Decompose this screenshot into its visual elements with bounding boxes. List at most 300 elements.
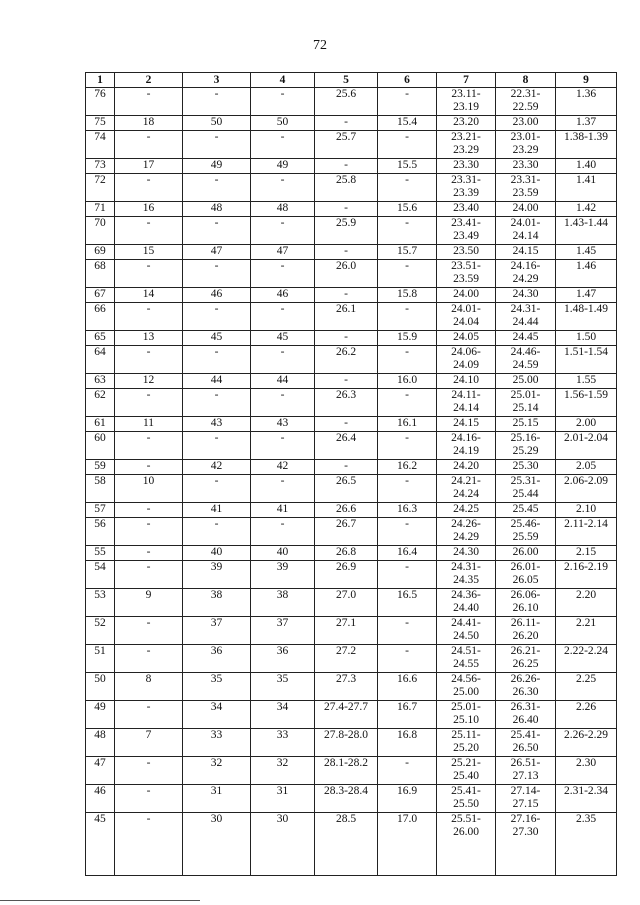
table-cell: 38 <box>183 589 251 617</box>
table-cell: 23.31- 23.59 <box>496 174 556 202</box>
table-cell: 24.56- 25.00 <box>437 673 496 701</box>
table-cell: 24.05 <box>437 331 496 346</box>
column-header: 2 <box>115 73 183 88</box>
table-cell: - <box>115 785 183 813</box>
table-cell: 73 <box>86 159 115 174</box>
table-row <box>86 729 617 757</box>
table-cell: 63 <box>86 374 115 389</box>
table-cell: 66 <box>86 303 115 331</box>
table-cell: 23.20 <box>437 116 496 131</box>
table-cell: - <box>115 88 183 116</box>
table-cell: - <box>115 174 183 202</box>
table-cell: 16.0 <box>378 374 437 389</box>
table-cell: 24.45 <box>496 331 556 346</box>
table-cell: 2.26-2.29 <box>556 729 617 757</box>
table-cell: - <box>378 389 437 417</box>
table-cell: 46 <box>251 288 315 303</box>
table-cell: 42 <box>183 460 251 475</box>
table-cell: 24.26- 24.29 <box>437 518 496 546</box>
table-cell: 24.31- 24.44 <box>496 303 556 331</box>
table-cell: 1.46 <box>556 260 617 288</box>
table-cell: 50 <box>86 673 115 701</box>
table-cell: 28.1-28.2 <box>315 757 378 785</box>
table-cell: 64 <box>86 346 115 374</box>
table-cell: 17.0 <box>378 813 437 876</box>
table-cell: 25.45 <box>496 503 556 518</box>
column-header: 6 <box>378 73 437 88</box>
table-cell: - <box>115 303 183 331</box>
table-cell: - <box>115 503 183 518</box>
table-cell: 23.30 <box>496 159 556 174</box>
table-cell: 60 <box>86 432 115 460</box>
table-row <box>86 589 617 617</box>
table-row <box>86 303 617 331</box>
table-cell: 12 <box>115 374 183 389</box>
table-cell: - <box>115 260 183 288</box>
table-row <box>86 159 617 174</box>
table-cell: - <box>183 389 251 417</box>
table-body <box>86 88 617 876</box>
table-cell: - <box>378 131 437 159</box>
table-cell: 1.38-1.39 <box>556 131 617 159</box>
table-cell: 45 <box>183 331 251 346</box>
table-cell: 24.41- 24.50 <box>437 617 496 645</box>
table-cell: 22.31- 22.59 <box>496 88 556 116</box>
table-cell: - <box>115 432 183 460</box>
table-row <box>86 518 617 546</box>
table-cell: - <box>378 645 437 673</box>
table-cell: 47 <box>86 757 115 785</box>
table-cell: 62 <box>86 389 115 417</box>
table-cell: - <box>378 518 437 546</box>
table-cell: - <box>251 518 315 546</box>
table-cell: 23.30 <box>437 159 496 174</box>
table-cell: 75 <box>86 116 115 131</box>
table-cell: 39 <box>251 561 315 589</box>
table-cell: 55 <box>86 546 115 561</box>
table-cell: 43 <box>251 417 315 432</box>
table-cell: 27.16- 27.30 <box>496 813 556 876</box>
table-cell: 26.01- 26.05 <box>496 561 556 589</box>
column-header: 8 <box>496 73 556 88</box>
table-cell: 25.31- 25.44 <box>496 475 556 503</box>
table-cell: 26.3 <box>315 389 378 417</box>
table-cell: 26.4 <box>315 432 378 460</box>
table-cell: 2.25 <box>556 673 617 701</box>
table-cell: - <box>115 813 183 876</box>
table-cell: 26.26- 26.30 <box>496 673 556 701</box>
table-cell: - <box>115 757 183 785</box>
table-cell: 44 <box>251 374 315 389</box>
table-cell: 26.21- 26.25 <box>496 645 556 673</box>
table-cell: 17 <box>115 159 183 174</box>
table-row <box>86 217 617 245</box>
table-cell: 24.15 <box>496 245 556 260</box>
table-cell: - <box>251 475 315 503</box>
table-cell: 1.45 <box>556 245 617 260</box>
table-cell: - <box>183 174 251 202</box>
header-row <box>86 73 617 88</box>
table-cell: 49 <box>251 159 315 174</box>
table-row <box>86 546 617 561</box>
table-cell: 1.47 <box>556 288 617 303</box>
table-cell: 25.51- 26.00 <box>437 813 496 876</box>
table-cell: 43 <box>183 417 251 432</box>
table-cell: - <box>315 417 378 432</box>
table-cell: - <box>115 389 183 417</box>
table-cell: 24.20 <box>437 460 496 475</box>
table-row <box>86 245 617 260</box>
table-cell: - <box>115 131 183 159</box>
table-cell: 16.7 <box>378 701 437 729</box>
table-cell: 24.30 <box>437 546 496 561</box>
table-cell: 1.42 <box>556 202 617 217</box>
table-cell: 24.30 <box>496 288 556 303</box>
table-cell: 48 <box>183 202 251 217</box>
table-row <box>86 374 617 389</box>
table-cell: 36 <box>183 645 251 673</box>
table-cell: 32 <box>183 757 251 785</box>
table-cell: 34 <box>183 701 251 729</box>
column-header: 7 <box>437 73 496 88</box>
table-cell: 31 <box>251 785 315 813</box>
table-cell: 2.20 <box>556 589 617 617</box>
footnote-rule <box>0 900 200 901</box>
table-cell: - <box>251 88 315 116</box>
table-cell: 1.55 <box>556 374 617 389</box>
table-cell: 25.6 <box>315 88 378 116</box>
scores-table <box>85 72 617 876</box>
table-cell: 1.41 <box>556 174 617 202</box>
table-cell: 76 <box>86 88 115 116</box>
table-row <box>86 389 617 417</box>
table-cell: 42 <box>251 460 315 475</box>
table-cell: - <box>378 174 437 202</box>
table-cell: 46 <box>183 288 251 303</box>
table-cell: 25.41- 25.50 <box>437 785 496 813</box>
table-cell: 2.05 <box>556 460 617 475</box>
table-cell: 50 <box>183 116 251 131</box>
table-cell: 1.56-1.59 <box>556 389 617 417</box>
table-cell: 71 <box>86 202 115 217</box>
table-cell: 24.01- 24.14 <box>496 217 556 245</box>
table-cell: 2.15 <box>556 546 617 561</box>
table-cell: 1.43-1.44 <box>556 217 617 245</box>
table-cell: 25.01- 25.10 <box>437 701 496 729</box>
table-row <box>86 260 617 288</box>
table-cell: 56 <box>86 518 115 546</box>
table-cell: 24.11- 24.14 <box>437 389 496 417</box>
table-cell: 26.5 <box>315 475 378 503</box>
table-cell: 35 <box>183 673 251 701</box>
table-cell: 2.21 <box>556 617 617 645</box>
table-cell: 40 <box>183 546 251 561</box>
table-cell: 25.21- 25.40 <box>437 757 496 785</box>
table-cell: 47 <box>251 245 315 260</box>
table-cell: - <box>378 561 437 589</box>
table-cell: 23.01- 23.29 <box>496 131 556 159</box>
table-cell: 54 <box>86 561 115 589</box>
table-cell: 47 <box>183 245 251 260</box>
table-cell: 9 <box>115 589 183 617</box>
table-row <box>86 813 617 876</box>
table-cell: 10 <box>115 475 183 503</box>
table-cell: 16.3 <box>378 503 437 518</box>
table-cell: 26.2 <box>315 346 378 374</box>
table-cell: - <box>251 346 315 374</box>
table-row <box>86 645 617 673</box>
table-cell: 2.30 <box>556 757 617 785</box>
table-cell: 23.51- 23.59 <box>437 260 496 288</box>
table-row <box>86 202 617 217</box>
table-cell: 23.11- 23.19 <box>437 88 496 116</box>
table-cell: - <box>378 757 437 785</box>
table-cell: 2.01-2.04 <box>556 432 617 460</box>
table-cell: 40 <box>251 546 315 561</box>
table-cell: 28.3-28.4 <box>315 785 378 813</box>
table-cell: - <box>251 389 315 417</box>
page-number: 72 <box>313 38 327 53</box>
table-cell: 26.00 <box>496 546 556 561</box>
table-cell: 15.6 <box>378 202 437 217</box>
table-row <box>86 503 617 518</box>
table-cell: 45 <box>86 813 115 876</box>
table-cell: 15.7 <box>378 245 437 260</box>
table-cell: 27.4-27.7 <box>315 701 378 729</box>
table-cell: 2.00 <box>556 417 617 432</box>
table-cell: 50 <box>251 116 315 131</box>
table-cell: - <box>378 617 437 645</box>
table-cell: 16 <box>115 202 183 217</box>
table-cell: 49 <box>183 159 251 174</box>
table-cell: 24.16- 24.29 <box>496 260 556 288</box>
table-cell: 45 <box>251 331 315 346</box>
table-cell: 33 <box>183 729 251 757</box>
table-cell: 57 <box>86 503 115 518</box>
table-row <box>86 785 617 813</box>
table-cell: 26.9 <box>315 561 378 589</box>
table-cell: 2.26 <box>556 701 617 729</box>
table-cell: 15 <box>115 245 183 260</box>
table-cell: - <box>315 245 378 260</box>
table-cell: - <box>183 303 251 331</box>
table-cell: 1.36 <box>556 88 617 116</box>
table-cell: 51 <box>86 645 115 673</box>
table-cell: - <box>315 331 378 346</box>
table-cell: 59 <box>86 460 115 475</box>
table-cell: 1.50 <box>556 331 617 346</box>
table-cell: 68 <box>86 260 115 288</box>
table-cell: - <box>378 432 437 460</box>
table-cell: 24.16- 24.19 <box>437 432 496 460</box>
table-cell: - <box>315 374 378 389</box>
table-cell: 39 <box>183 561 251 589</box>
table-cell: - <box>183 131 251 159</box>
table-cell: 25.46- 25.59 <box>496 518 556 546</box>
table-cell: 53 <box>86 589 115 617</box>
table-cell: 25.15 <box>496 417 556 432</box>
table-cell: 24.01- 24.04 <box>437 303 496 331</box>
table-cell: 15.8 <box>378 288 437 303</box>
table-row <box>86 346 617 374</box>
table-cell: 69 <box>86 245 115 260</box>
table-cell: - <box>378 88 437 116</box>
table-cell: 2.10 <box>556 503 617 518</box>
table-cell: 46 <box>86 785 115 813</box>
table-cell: 1.51-1.54 <box>556 346 617 374</box>
table-row <box>86 673 617 701</box>
table-cell: 32 <box>251 757 315 785</box>
table-cell: - <box>378 260 437 288</box>
table-cell: 24.00 <box>437 288 496 303</box>
table-cell: 26.31- 26.40 <box>496 701 556 729</box>
column-header: 3 <box>183 73 251 88</box>
column-header: 1 <box>86 73 115 88</box>
table-cell: 16.4 <box>378 546 437 561</box>
table-cell: 16.5 <box>378 589 437 617</box>
table-cell: 26.0 <box>315 260 378 288</box>
table-cell: - <box>183 432 251 460</box>
table-cell: - <box>251 432 315 460</box>
table-cell: 1.40 <box>556 159 617 174</box>
table-cell: 15.9 <box>378 331 437 346</box>
table-cell: 25.8 <box>315 174 378 202</box>
table-cell: 58 <box>86 475 115 503</box>
table-cell: 23.50 <box>437 245 496 260</box>
table-cell: 2.11-2.14 <box>556 518 617 546</box>
table-cell: 67 <box>86 288 115 303</box>
table-cell: - <box>378 346 437 374</box>
table-cell: 36 <box>251 645 315 673</box>
table-cell: 25.16- 25.29 <box>496 432 556 460</box>
column-header: 5 <box>315 73 378 88</box>
table-cell: 15.5 <box>378 159 437 174</box>
table-row <box>86 174 617 202</box>
table-cell: 2.35 <box>556 813 617 876</box>
table-cell: - <box>251 260 315 288</box>
table-cell: 33 <box>251 729 315 757</box>
table-row <box>86 116 617 131</box>
table-cell: 35 <box>251 673 315 701</box>
table-cell: - <box>378 217 437 245</box>
table-cell: 24.06- 24.09 <box>437 346 496 374</box>
table-cell: - <box>115 346 183 374</box>
table-cell: 16.8 <box>378 729 437 757</box>
table-cell: 25.11- 25.20 <box>437 729 496 757</box>
table-row <box>86 88 617 116</box>
table-cell: 11 <box>115 417 183 432</box>
table-cell: - <box>315 460 378 475</box>
table-cell: 26.7 <box>315 518 378 546</box>
table-cell: 7 <box>115 729 183 757</box>
table-cell: 24.21- 24.24 <box>437 475 496 503</box>
table-cell: 49 <box>86 701 115 729</box>
table-row <box>86 757 617 785</box>
table-cell: 24.10 <box>437 374 496 389</box>
table-cell: 2.31-2.34 <box>556 785 617 813</box>
table-cell: 27.0 <box>315 589 378 617</box>
table-cell: 26.11- 26.20 <box>496 617 556 645</box>
table-row <box>86 131 617 159</box>
table-cell: 18 <box>115 116 183 131</box>
table-cell: - <box>315 159 378 174</box>
table-row <box>86 561 617 589</box>
table-cell: 1.48-1.49 <box>556 303 617 331</box>
table-cell: 37 <box>183 617 251 645</box>
table-cell: - <box>378 475 437 503</box>
table-row <box>86 701 617 729</box>
column-header: 4 <box>251 73 315 88</box>
table-cell: 23.31- 23.39 <box>437 174 496 202</box>
table-cell: 23.41- 23.49 <box>437 217 496 245</box>
table-cell: - <box>378 303 437 331</box>
table-row <box>86 288 617 303</box>
table-cell: 23.21- 23.29 <box>437 131 496 159</box>
table-cell: 65 <box>86 331 115 346</box>
table-cell: 26.06- 26.10 <box>496 589 556 617</box>
table-cell: 24.31- 24.35 <box>437 561 496 589</box>
table-cell: - <box>115 645 183 673</box>
table-row <box>86 331 617 346</box>
table-cell: 24.51- 24.55 <box>437 645 496 673</box>
table-cell: 16.2 <box>378 460 437 475</box>
table-cell: 25.9 <box>315 217 378 245</box>
table-cell: 2.22-2.24 <box>556 645 617 673</box>
table-cell: 1.37 <box>556 116 617 131</box>
table-cell: - <box>115 546 183 561</box>
table-cell: 24.00 <box>496 202 556 217</box>
table-cell: 16.1 <box>378 417 437 432</box>
table-cell: 25.41- 26.50 <box>496 729 556 757</box>
table-cell: - <box>251 303 315 331</box>
column-header: 9 <box>556 73 617 88</box>
table-cell: 38 <box>251 589 315 617</box>
table-cell: 72 <box>86 174 115 202</box>
table-cell: 23.00 <box>496 116 556 131</box>
table-cell: - <box>115 617 183 645</box>
table-cell: 24.15 <box>437 417 496 432</box>
table-cell: - <box>251 174 315 202</box>
table-cell: 27.14- 27.15 <box>496 785 556 813</box>
table-cell: 74 <box>86 131 115 159</box>
table-row <box>86 432 617 460</box>
table-cell: - <box>315 288 378 303</box>
table-cell: 41 <box>251 503 315 518</box>
table-cell: 30 <box>183 813 251 876</box>
table-cell: 27.1 <box>315 617 378 645</box>
table-cell: - <box>315 202 378 217</box>
table-cell: - <box>183 88 251 116</box>
table-cell: 24.25 <box>437 503 496 518</box>
table-cell: 16.9 <box>378 785 437 813</box>
table-cell: - <box>115 518 183 546</box>
table-cell: 27.2 <box>315 645 378 673</box>
table-cell: 44 <box>183 374 251 389</box>
table-cell: 2.16-2.19 <box>556 561 617 589</box>
table-cell: 26.1 <box>315 303 378 331</box>
table-cell: 61 <box>86 417 115 432</box>
table-cell: 14 <box>115 288 183 303</box>
table-cell: 31 <box>183 785 251 813</box>
table-cell: - <box>183 260 251 288</box>
table-cell: - <box>183 475 251 503</box>
table-cell: 27.3 <box>315 673 378 701</box>
table-cell: 25.01- 25.14 <box>496 389 556 417</box>
table-cell: - <box>115 701 183 729</box>
table-cell: 37 <box>251 617 315 645</box>
table-cell: 27.8-28.0 <box>315 729 378 757</box>
table-cell: 8 <box>115 673 183 701</box>
